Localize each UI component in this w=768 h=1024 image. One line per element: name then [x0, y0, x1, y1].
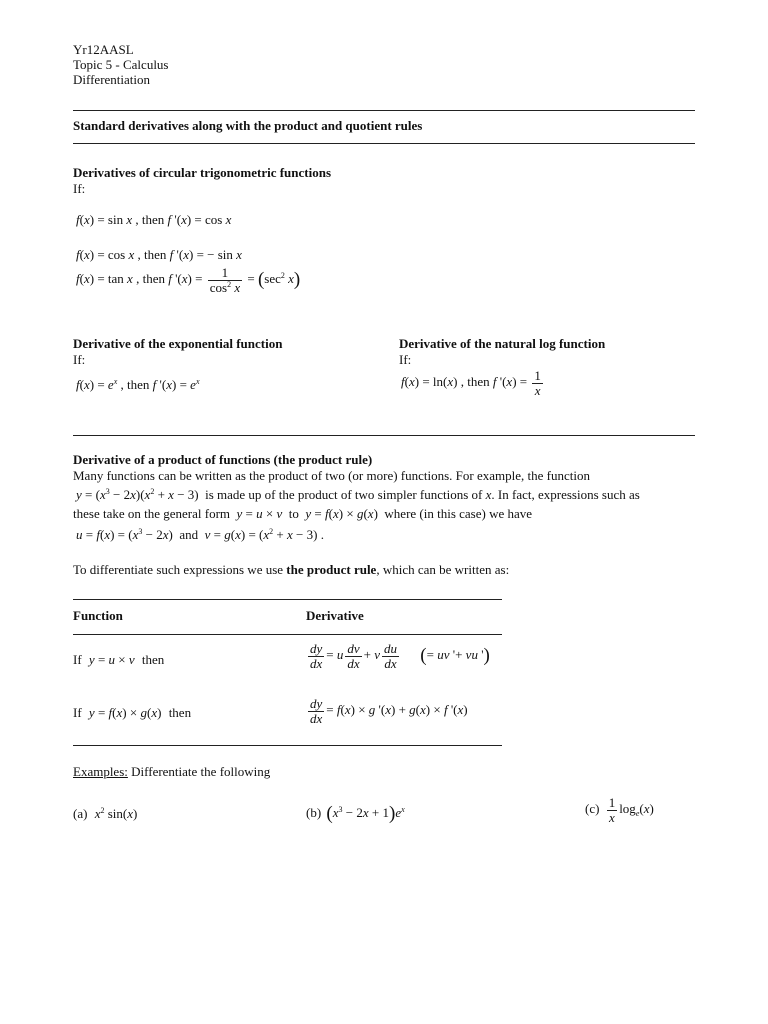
- examples-text: Differentiate the following: [127, 764, 271, 779]
- then-word: , then: [135, 212, 165, 227]
- log-if-label: If:: [399, 352, 412, 367]
- paragraph-text: these take on the general form: [73, 506, 231, 521]
- exp-heading: Derivative of the exponential function: [73, 336, 283, 351]
- table-row2-derivative: $\frac{dy}{dx}$ = f(x) × g '(x) + g(x) × f '(x): [310, 696, 468, 726]
- exp-if-label: If:: [73, 352, 86, 367]
- paragraph-text: to: [288, 506, 299, 521]
- then-word: , then: [460, 374, 490, 390]
- if-word: If: [73, 652, 82, 667]
- table-row2-function: [73, 705, 191, 721]
- example-a-formula: $x^2$ sin(x): [94, 806, 138, 821]
- then-word: , then: [137, 247, 167, 262]
- table-header-function: Function: [73, 608, 123, 623]
- fg-product-formula: y = f(x) × g(x): [88, 705, 162, 720]
- divider: [73, 435, 695, 436]
- table-bottom-border: [73, 745, 502, 746]
- paragraph-text: and: [179, 527, 199, 542]
- sin-derivative-formula: f(x) = sin x , then f '(x) = cos x: [76, 212, 232, 227]
- example-c-formula: $\frac{1}{x}$ $\log_e(x)$: [608, 795, 654, 825]
- table-header-derivative: Derivative: [306, 608, 364, 623]
- example-b: [306, 803, 405, 824]
- intro-bold-text: the product rule: [286, 562, 377, 577]
- example-b-label: (b): [306, 805, 322, 820]
- product-paragraph-line1: Many functions can be written as the product of two (or more) functions. For example, the function: [73, 468, 590, 483]
- product-paragraph-line4: [73, 527, 324, 543]
- examples-label: Examples:: [73, 764, 128, 779]
- product-rule-heading: Derivative of a product of functions (the product rule): [73, 452, 373, 467]
- product-paragraph-line2: $y = (x^3 - 2x)(x^2 + x - 3)$ is made up of the product of two simpler functions of x. In fact, expressions such as: [76, 487, 640, 502]
- example-function-formula: $y = (x^3 - 2x)(x^2 + x - 3)$: [76, 487, 199, 502]
- general-form-formula: y = u × v: [236, 506, 283, 521]
- example-b-formula: $(x^3 - 2x + 1)e^x$: [326, 803, 405, 824]
- tan-derivative-formula: f(x) = tan x , then f '(x) = $\frac{1}{\cos^2 x}$ = ($\sec^2$ x): [76, 265, 301, 295]
- topic-title: Topic 5 - Calculus: [73, 57, 169, 72]
- section-title: Standard derivatives along with the product and quotient rules: [73, 118, 423, 133]
- then-word: , then: [136, 271, 165, 287]
- examples-line: [73, 764, 270, 780]
- table-row1-function: [73, 652, 164, 668]
- product-paragraph-line3: [73, 506, 532, 522]
- uv-product-formula: y = u × v: [88, 652, 135, 667]
- example-a-label: (a): [73, 806, 88, 821]
- trig-heading: Derivatives of circular trigonometric functions: [73, 165, 332, 180]
- general-form-formula-2: y = f(x) × g(x): [305, 506, 378, 521]
- divider: [73, 143, 695, 144]
- then-word: then: [141, 652, 165, 667]
- table-header-border: [73, 634, 502, 635]
- course-code: Yr12AASL: [73, 42, 134, 57]
- log-heading: Derivative of the natural log function: [399, 336, 606, 351]
- intro-text: To differentiate such expressions we use: [73, 562, 287, 577]
- divider: [73, 110, 695, 111]
- table-top-border: [73, 599, 502, 600]
- intro-text: , which can be written as:: [376, 562, 510, 577]
- example-c-label: (c): [585, 801, 600, 817]
- cos-derivative-formula: f(x) = cos x , then f '(x) = − sin x: [76, 247, 242, 262]
- trig-if-label: If:: [73, 181, 86, 196]
- product-rule-intro: [73, 562, 509, 578]
- u-definition-formula: $u = f(x) = (x^3 - 2x)$: [76, 527, 173, 542]
- example-a: [73, 806, 137, 822]
- log-derivative-formula: f(x) = ln(x) , then f '(x) = $\frac{1}{x}$: [401, 368, 541, 398]
- subtopic-title: Differentiation: [73, 72, 151, 87]
- exp-derivative-formula: $f(x) = e^x$ , then f '$(x) = e^x$: [76, 377, 200, 392]
- paragraph-text: . In fact, expressions such as: [491, 487, 640, 502]
- v-definition-formula: $v = g(x) = (x^2 + x - 3)$ .: [204, 527, 324, 542]
- paragraph-text: is made up of the product of two simpler functions of: [205, 487, 483, 502]
- then-word: , then: [120, 377, 150, 392]
- paragraph-text: where (in this case) we have: [384, 506, 533, 521]
- example-c: [585, 796, 654, 824]
- table-row1-derivative: $\frac{dy}{dx}$ = u $\frac{dv}{dx}$ + v $\frac{du}{dx}$ (= uv '+ vu '): [310, 641, 490, 671]
- if-word: If: [73, 705, 82, 720]
- then-word: then: [168, 705, 192, 720]
